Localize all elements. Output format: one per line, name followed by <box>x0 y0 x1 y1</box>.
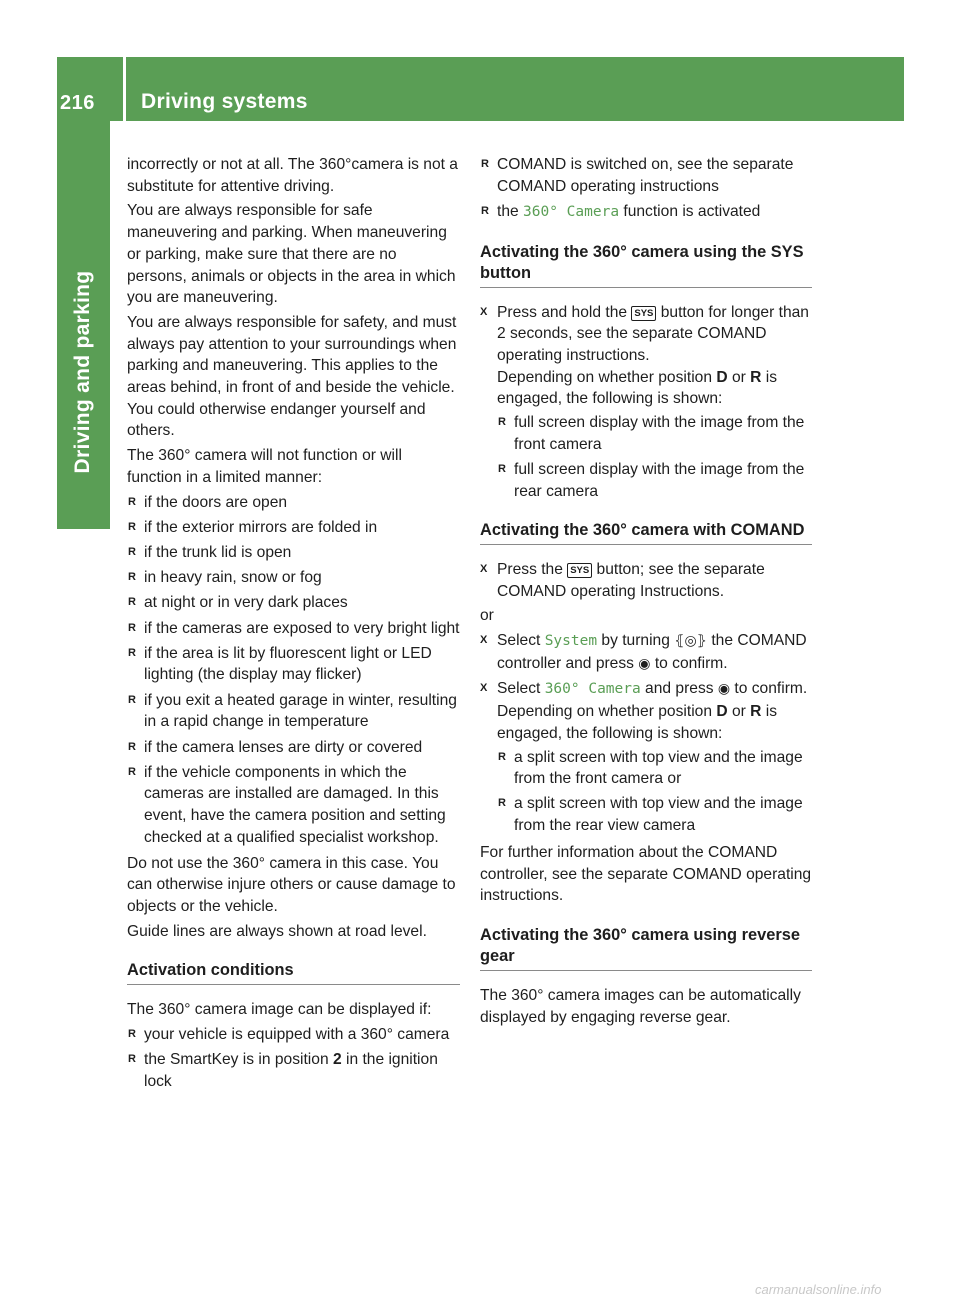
text: to confirm. <box>730 680 808 698</box>
heading-reverse-gear: Activating the 360° camera using reverse gear <box>480 925 812 971</box>
list-item: R if the trunk lid is open <box>127 542 460 564</box>
step-item <box>480 559 812 602</box>
list-item: R a split screen with top view and the image from the rear view camera <box>497 793 812 836</box>
footer-watermark: carmanualsonline.info <box>755 1282 882 1297</box>
comand-steps-alt <box>480 630 812 837</box>
list-item: R if the vehicle components in which the cameras are installed are damaged. In this event, have the camera position and setting checked at a qualified specialist workshop. <box>127 762 460 849</box>
text: the <box>497 202 524 220</box>
paragraph: You are always responsible for safe maneuvering and parking. When maneuvering or parking, make sure that there are no persons, animals or objects in the area in which you are maneuvering. <box>127 202 456 307</box>
turn-controller-icon: ⦃◎⦄ <box>674 633 707 650</box>
section-title: Driving systems <box>141 90 308 113</box>
text: by turning <box>597 632 675 650</box>
sys-results <box>497 412 812 502</box>
header-separator <box>123 57 126 121</box>
list-item: R at night or in very dark places <box>127 592 460 614</box>
list-item: R if the exterior mirrors are folded in <box>127 517 460 539</box>
side-tab-label: Driving and parking <box>71 270 94 474</box>
display-text: 360° Camera <box>523 203 620 220</box>
list-item <box>127 1049 460 1092</box>
press-controller-icon: ◉ <box>638 655 651 672</box>
gear-d: D <box>716 703 728 721</box>
gear-r: R <box>750 368 762 386</box>
list-item: R if the cameras are exposed to very bright light <box>127 618 460 640</box>
display-text: System <box>544 633 598 650</box>
paragraph: You are always responsible for safety, and must always pay attention to your surroundings when parking and maneuvering. This applies to the areas behind, in front of and beside the vehicle. You could otherwise endanger yourself and others. <box>127 313 457 440</box>
right-column <box>480 154 812 1031</box>
list-item: R in heavy rain, snow or fog <box>127 567 460 589</box>
text: is engaged, the following is shown: <box>497 368 777 408</box>
step-item <box>480 678 812 836</box>
comand-results <box>497 747 812 837</box>
heading-sys-button: Activating the 360° camera using the SYS button <box>480 242 812 288</box>
text: or <box>727 368 751 386</box>
list-item: R if the area is lit by fluorescent light or LED lighting (the display may flicker) <box>127 643 460 686</box>
gear-d: D <box>716 368 728 386</box>
paragraph: Guide lines are always shown at road level. <box>127 922 427 940</box>
text: button; see the separate COMAND operating Instructions. <box>497 560 765 600</box>
step-item <box>480 302 812 503</box>
list-item: R a split screen with top view and the image from the front camera or <box>497 747 812 790</box>
list-item: R if you exit a heated garage in winter, resulting in a rapid change in temperature <box>127 690 460 733</box>
text: function is activated <box>619 202 761 220</box>
display-text: 360° Camera <box>544 681 641 698</box>
left-column <box>127 154 460 1096</box>
list-item: R if the camera lenses are dirty or covered <box>127 737 460 759</box>
list-item: R your vehicle is equipped with a 360° camera <box>127 1024 460 1046</box>
conditions-list <box>127 1024 460 1093</box>
list-item: R full screen display with the image from the rear camera <box>497 459 812 502</box>
list-item: R full screen display with the image from the front camera <box>497 412 812 455</box>
step-item <box>480 630 812 675</box>
paragraph: incorrectly or not at all. The 360°camera is not a substitute for attentive driving. <box>127 156 458 195</box>
sys-steps <box>480 302 812 503</box>
list-item: R COMAND is switched on, see the separate COMAND operating instructions <box>480 154 812 197</box>
comand-steps <box>480 559 812 602</box>
list-item <box>480 201 812 224</box>
conditions-list-continued <box>480 154 812 224</box>
paragraph: Do not use the 360° camera in this case. You can otherwise injure others or cause damage to objects or the vehicle. <box>127 854 456 915</box>
heading-activation-conditions: Activation conditions <box>127 960 460 985</box>
press-controller-icon: ◉ <box>717 681 731 698</box>
text: or <box>727 703 751 721</box>
text: Press the <box>497 560 568 578</box>
text: Depending on whether position <box>497 368 717 386</box>
text: Select <box>497 680 545 698</box>
text: in the ignition lock <box>144 1050 438 1090</box>
key-position-value: 2 <box>332 1050 342 1068</box>
text: button for longer than 2 seconds, see the separate COMAND operating instructions. <box>497 303 809 365</box>
text: the COMAND controller and press <box>497 632 807 672</box>
sys-button-icon: SYS <box>567 563 592 578</box>
paragraph: The 360° camera image can be displayed if: <box>127 1000 432 1018</box>
text: Select <box>497 632 545 650</box>
limitations-list <box>127 492 460 849</box>
text: Depending on whether position <box>497 703 717 721</box>
text: is engaged, the following is shown: <box>497 703 777 742</box>
page-number: 216 <box>60 92 95 114</box>
text: and press <box>640 680 718 698</box>
gear-r: R <box>750 703 762 721</box>
paragraph: The 360° camera will not function or will function in a limited manner: <box>127 447 402 486</box>
text: Press and hold the <box>497 303 632 321</box>
heading-comand: Activating the 360° camera with COMAND <box>480 520 812 545</box>
sys-button-icon: SYS <box>631 306 656 321</box>
text: to confirm. <box>650 654 728 672</box>
text: the SmartKey is in position <box>144 1050 333 1068</box>
paragraph-or: or <box>480 607 494 625</box>
list-item: R if the doors are open <box>127 492 460 514</box>
paragraph: For further information about the COMAND controller, see the separate COMAND operating instructions. <box>480 843 812 905</box>
paragraph: The 360° camera images can be automatically displayed by engaging reverse gear. <box>480 986 801 1026</box>
